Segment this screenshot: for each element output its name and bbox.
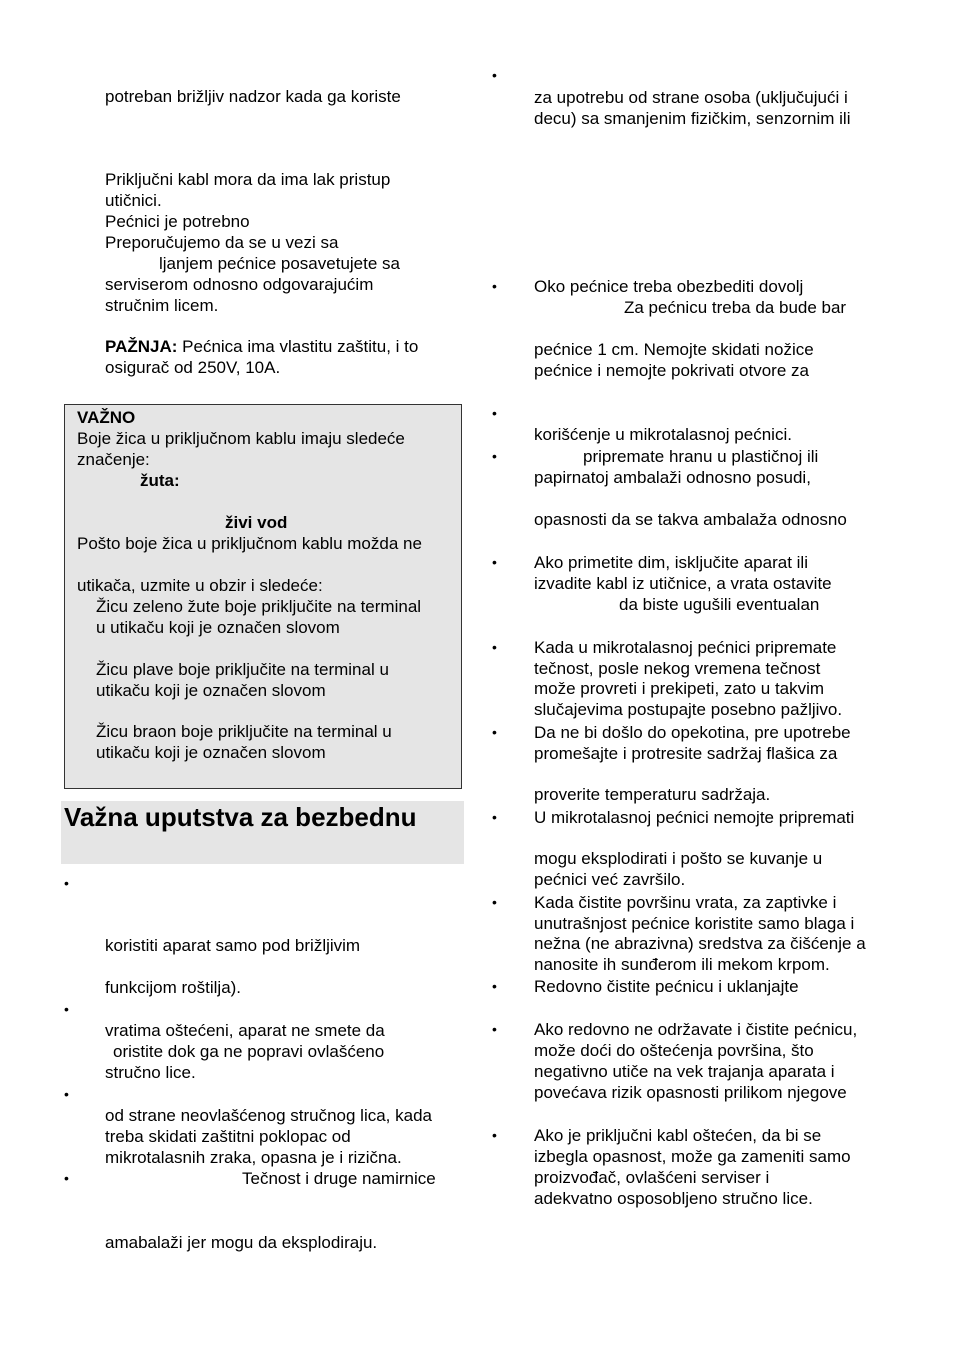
text-line: proverite temperaturu sadržaja.: [534, 785, 771, 804]
text-line: Za pećnicu treba da bude bar: [624, 298, 847, 317]
text-line: promešajte i protresite sadržaj flašica za: [534, 744, 838, 763]
bullet: •: [64, 875, 69, 891]
bullet: •: [492, 639, 497, 655]
text-line: Tečnost i druge namirnice: [242, 1169, 436, 1188]
warning-label: PAŽNJA:: [105, 337, 178, 356]
wire-live-label: živi vod: [225, 513, 288, 532]
notice-item: utikaču koji je označen slovom: [96, 743, 326, 762]
notice-line: Pošto boje žica u priključnom kablu možda ne: [77, 534, 422, 553]
notice-heading: VAŽNO: [77, 408, 136, 427]
text-line: mogu eksplodirati i pošto se kuvanje u: [534, 849, 823, 868]
text-line: Oko pećnice treba obezbediti dovolj: [534, 277, 804, 296]
notice-line: Boje žica u priključnom kablu imaju sledeće: [77, 429, 405, 448]
notice-line: utikača, uzmite u obzir i sledeće:: [77, 576, 323, 595]
text-line: proizvođač, ovlašćeni serviser i: [534, 1168, 770, 1187]
text-line: pećnice i nemojte pokrivati otvore za: [534, 361, 809, 380]
text-line: pećnice 1 cm. Nemojte skidati nožice: [534, 340, 814, 359]
text-line: koristiti aparat samo pod brižljivim: [105, 936, 361, 955]
text-line: papirnatoj ambalaži odnosno posudi,: [534, 468, 811, 487]
text-line: unutrašnjost pećnice koristite samo blaga i: [534, 914, 855, 933]
bullet: •: [492, 894, 497, 910]
text-line: oristite dok ga ne popravi ovlašćeno: [113, 1042, 385, 1061]
text-line: nanosite ih sunđerom ili mekom krpom.: [534, 955, 830, 974]
notice-item: Žicu braon boje priključite na terminal u: [96, 722, 392, 741]
text-line: potreban brižljiv nadzor kada ga koriste: [105, 87, 401, 106]
notice-item: u utikaču koji je označen slovom: [96, 618, 340, 637]
text-line: Ako redovno ne održavate i čistite pećnicu,: [534, 1020, 858, 1039]
bullet: •: [492, 448, 497, 464]
bullet: •: [64, 1170, 69, 1186]
text-line: osigurač od 250V, 10A.: [105, 358, 281, 377]
text-line: za upotrebu od strane osoba (uključujući i: [534, 88, 848, 107]
text-line: Kada u mikrotalasnoj pećnici pripremate: [534, 638, 837, 657]
bullet: •: [492, 978, 497, 994]
text-line: da biste ugušili eventualan: [619, 595, 820, 614]
text-line: serviserom odnosno odgovarajućim: [105, 275, 374, 294]
text-line: povećava rizik opasnosti prilikom njegove: [534, 1083, 847, 1102]
text-line: treba skidati zaštitni poklopac od: [105, 1127, 351, 1146]
text-line: opasnosti da se takva ambalaža odnosno: [534, 510, 847, 529]
warning-line: [105, 336, 418, 357]
text-line: decu) sa smanjenim fizičkim, senzornim ili: [534, 109, 851, 128]
bullet: •: [492, 405, 497, 421]
bullet: •: [64, 1001, 69, 1017]
bullet: •: [492, 1021, 497, 1037]
bullet: •: [64, 1086, 69, 1102]
text-line: izvadite kabl iz utičnice, a vrata ostavite: [534, 574, 832, 593]
text-line: amabalaži jer mogu da eksplodiraju.: [105, 1233, 378, 1252]
notice-item: Žicu plave boje priključite na terminal u: [96, 660, 389, 679]
text-line: može doći do oštećenja površina, što: [534, 1041, 814, 1060]
text-line: stručno lice.: [105, 1063, 196, 1082]
text-line: od strane neovlašćenog stručnog lica, kada: [105, 1106, 432, 1125]
text-line: Pećnici je potrebno: [105, 212, 250, 231]
text-line: Da ne bi došlo do opekotina, pre upotrebe: [534, 723, 851, 742]
bullet: •: [492, 1127, 497, 1143]
bullet: •: [492, 724, 497, 740]
text-line: Preporučujemo da se u vezi sa: [105, 233, 339, 252]
text-line: funkcijom roštilja).: [105, 978, 242, 997]
text-line: utičnici.: [105, 191, 162, 210]
text-line: pećnici već završilo.: [534, 870, 686, 889]
bullet: •: [492, 67, 497, 83]
text-line: ljanjem pećnice posavetujete sa: [159, 254, 400, 273]
text-line: nežna (ne abrazivna) sredstva za čišćenje a: [534, 934, 866, 953]
wire-yellow-label: žuta:: [140, 471, 180, 490]
notice-item: Žicu zeleno žute boje priključite na terminal: [96, 597, 422, 616]
text-line: korišćenje u mikrotalasnoj pećnici.: [534, 425, 792, 444]
text-line: Priključni kabl mora da ima lak pristup: [105, 170, 391, 189]
notice-line: značenje:: [77, 450, 150, 469]
text-line: tečnost, posle nekog vremena tečnost: [534, 659, 821, 678]
text-line: pripremate hranu u plastičnoj ili: [583, 447, 819, 466]
text-line: U mikrotalasnoj pećnici nemojte pripremati: [534, 808, 855, 827]
warning-text: Pećnica ima vlastitu zaštitu, i to: [182, 337, 419, 356]
text-line: Kada čistite površinu vrata, za zaptivke i: [534, 893, 837, 912]
text-line: može provreti i prekipeti, zato u takvim: [534, 679, 825, 698]
bullet: •: [492, 809, 497, 825]
text-line: Redovno čistite pećnicu i uklanjajte: [534, 977, 799, 996]
text-line: slučajevima postupajte posebno pažljivo.: [534, 700, 843, 719]
section-title: Važna uputstva za bezbednu: [64, 802, 417, 832]
text-line: Ako primetite dim, isključite aparat ili: [534, 553, 808, 572]
text-line: adekvatno osposobljeno stručno lice.: [534, 1189, 813, 1208]
text-line: stručnim licem.: [105, 296, 219, 315]
bullet: •: [492, 278, 497, 294]
text-line: negativno utiče na vek trajanja aparata i: [534, 1062, 835, 1081]
text-line: Ako je priključni kabl oštećen, da bi se: [534, 1126, 822, 1145]
text-line: izbegla opasnost, može ga zameniti samo: [534, 1147, 851, 1166]
text-line: vratima oštećeni, aparat ne smete da: [105, 1021, 385, 1040]
bullet: •: [492, 554, 497, 570]
text-line: mikrotalasnih zraka, opasna je i rizična.: [105, 1148, 402, 1167]
notice-item: utikaču koji je označen slovom: [96, 681, 326, 700]
